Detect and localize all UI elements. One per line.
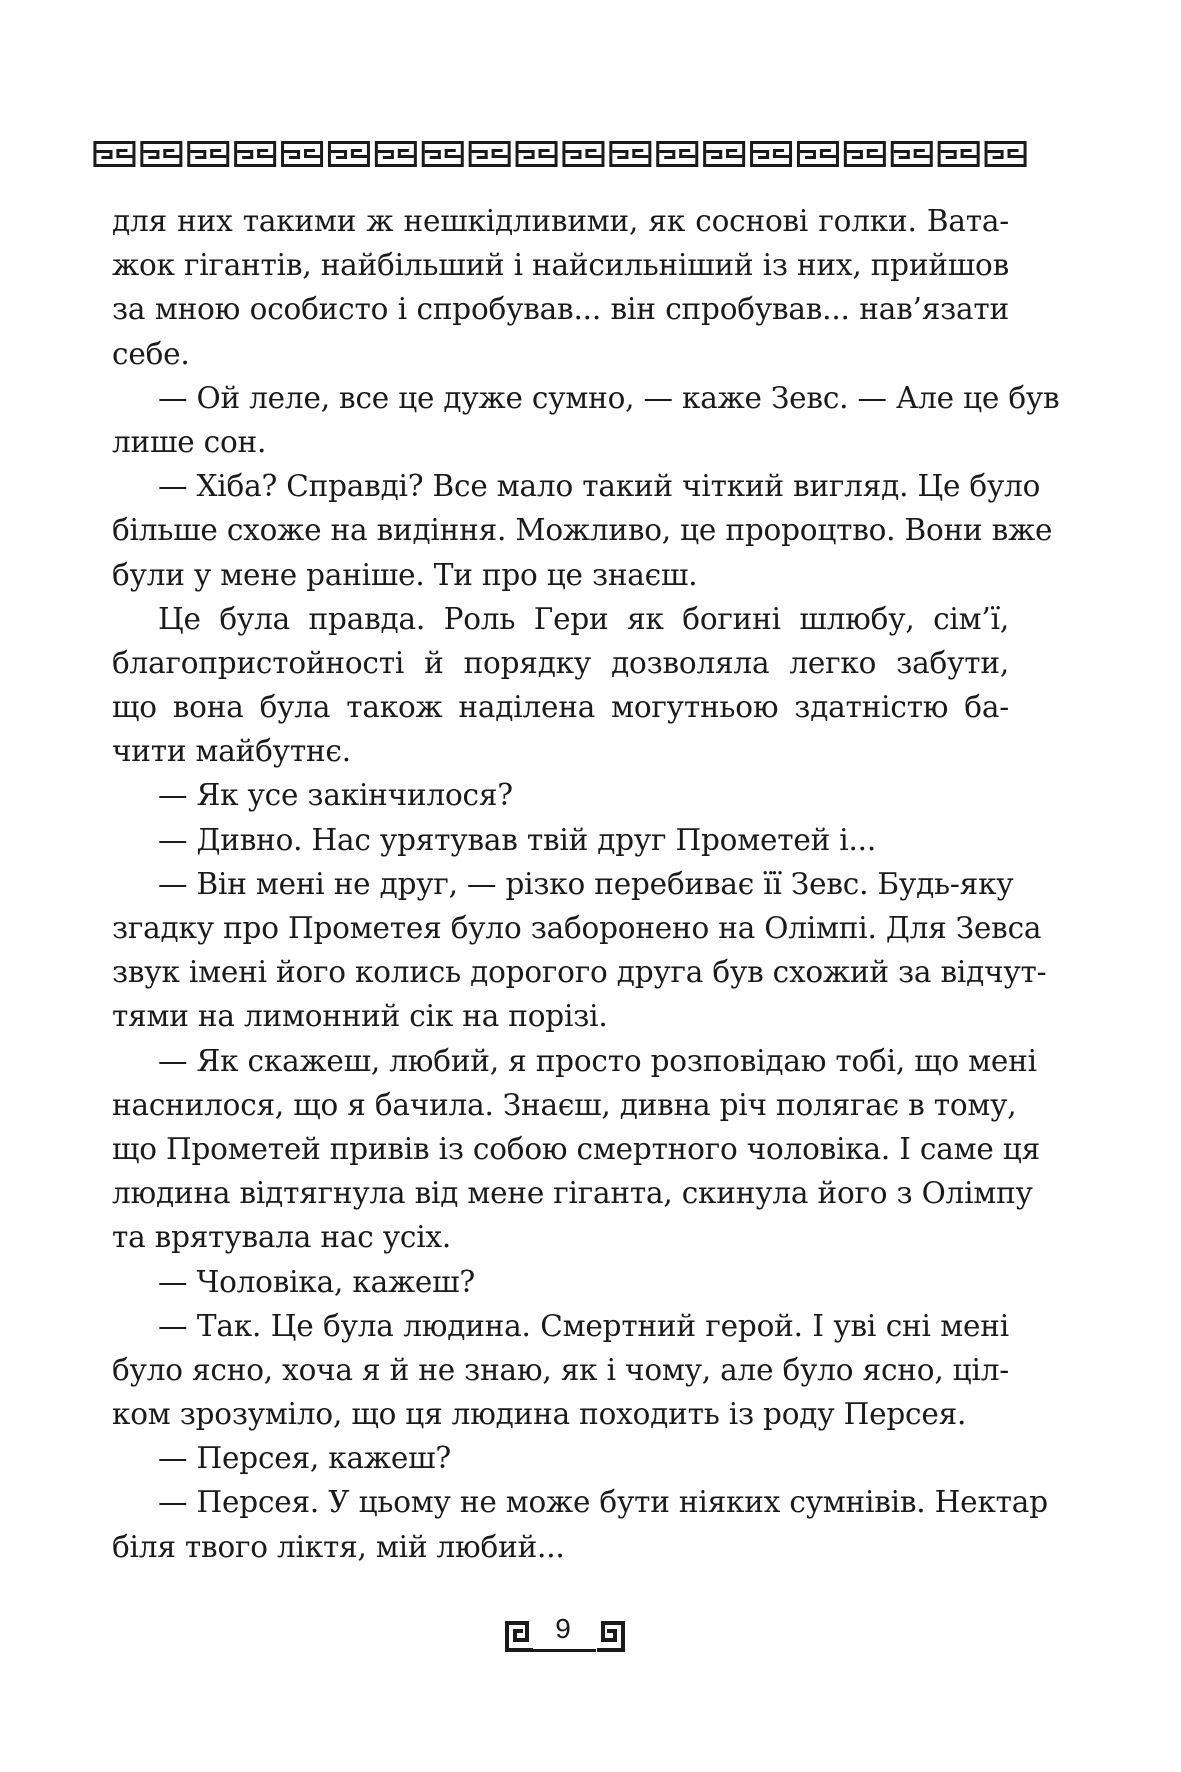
- paragraph: [112, 1260, 1009, 1304]
- greek-key-unit-icon: [516, 141, 558, 167]
- greek-key-unit-icon: [985, 141, 1027, 167]
- text-line: — Дивно. Нас урятував твій друг Прометей і...: [158, 822, 877, 857]
- greek-key-unit-icon: [375, 141, 417, 167]
- greek-key-unit-icon: [609, 141, 651, 167]
- text-line: — Персея. У цьому не може бути ніяких сумнівів. Нектар: [158, 1485, 1048, 1520]
- greek-key-unit-icon: [234, 141, 276, 167]
- page-number: 9: [555, 1613, 571, 1644]
- text-line: Це була правда. Роль Гери як богині шлюбу, сім’ї,: [158, 601, 1009, 636]
- paragraph: [112, 862, 1047, 1039]
- body-text: [112, 199, 1060, 1569]
- text-line: — Як скажеш, любий, я просто розповідаю тобі, що мені: [158, 1043, 1037, 1078]
- text-line: та врятувала нас усіх.: [112, 1220, 452, 1255]
- text-line: наснилося, що я бачила. Знаєш, дивна річ полягає в тому,: [112, 1087, 1017, 1122]
- greek-key-unit-icon: [140, 141, 182, 167]
- text-line: — Персея, кажеш?: [158, 1441, 451, 1476]
- text-line: — Чоловіка, кажеш?: [158, 1264, 476, 1299]
- text-line: — Ой леле, все це дуже сумно, — каже Зевс. — Але це був: [158, 380, 1060, 415]
- text-line: згадку про Прометея було заборонено на Олімпі. Для Зевса: [112, 911, 1042, 945]
- text-line: тями на лимонний сік на порізі.: [112, 999, 608, 1034]
- greek-key-unit-icon: [422, 141, 464, 167]
- paragraph: [112, 1480, 1048, 1568]
- text-line: біля твого ліктя, мій любий...: [112, 1529, 565, 1564]
- text-line: себе.: [112, 336, 190, 371]
- greek-key-unit-icon: [938, 141, 980, 167]
- greek-key-unit-icon: [891, 141, 933, 167]
- text-line: що вона була також наділена могутньою здатністю ба-: [112, 690, 1009, 725]
- paragraph: [112, 818, 1009, 862]
- folio-underline: [530, 1649, 596, 1652]
- greek-key-border-top: [91, 141, 1029, 167]
- greek-key-unit-icon: [469, 141, 511, 167]
- paragraph: [112, 464, 1053, 597]
- text-line: — Він мені не друг, — різко перебиває її Зевс. Будь-яку: [158, 866, 1014, 901]
- greek-key-unit-icon: [750, 141, 792, 167]
- text-line: жок гігантів, найбільший і найсильніший із них, прийшов: [112, 248, 1009, 283]
- text-line: звук імені його колись дорогого друга був схожий за відчут-: [112, 955, 1047, 990]
- text-line: людина відтягнула від мене гіганта, скинула його з Олімпу: [112, 1176, 1033, 1211]
- greek-key-unit-icon: [562, 141, 604, 167]
- paragraph: [112, 1304, 1009, 1437]
- text-line: було ясно, хоча я й не знаю, як і чому, але було ясно, ціл-: [112, 1352, 1009, 1387]
- text-line: — Як усе закінчилося?: [158, 778, 513, 813]
- greek-key-unit-icon: [328, 141, 370, 167]
- paragraph: [112, 773, 1009, 817]
- text-line: для них такими ж нешкідливими, як соснові голки. Вата-: [112, 204, 1009, 238]
- text-line: ком зрозуміло, що ця людина походить із роду Персея.: [112, 1397, 967, 1432]
- greek-key-unit-icon: [656, 141, 698, 167]
- paragraph: [112, 199, 1009, 376]
- greek-key-unit-icon: [281, 141, 323, 167]
- greek-key-unit-icon: [93, 141, 135, 167]
- page-folio: [0, 1613, 1181, 1654]
- text-line: були у мене раніше. Ти про це знаєш.: [112, 557, 698, 592]
- text-line: — Хіба? Справді? Все мало такий чіткий вигляд. Це було: [158, 469, 1041, 504]
- text-line: лише сон.: [112, 424, 267, 459]
- text-line: більше схоже на видіння. Можливо, це пророцтво. Вони вже: [112, 513, 1053, 548]
- paragraph: [112, 1039, 1040, 1260]
- greek-key-unit-icon: [187, 141, 229, 167]
- greek-key-unit-icon: [703, 141, 745, 167]
- paragraph: [112, 376, 1060, 464]
- greek-key-folio-right-icon: [595, 1620, 625, 1652]
- text-line: благопристойності й порядку дозволяла легко забути,: [112, 645, 1009, 680]
- text-line: чити майбутнє.: [112, 734, 351, 769]
- paragraph: [112, 597, 1009, 774]
- text-line: що Прометей привів із собою смертного чоловіка. І саме ця: [112, 1131, 1040, 1166]
- text-line: за мною особисто і спробував... він спробував... нав’язати: [112, 292, 1009, 327]
- text-line: — Так. Це була людина. Смертний герой. І уві сні мені: [158, 1308, 1009, 1343]
- greek-key-unit-icon: [844, 141, 886, 167]
- paragraph: [112, 1436, 1009, 1480]
- greek-key-unit-icon: [797, 141, 839, 167]
- greek-key-folio-left-icon: [505, 1620, 535, 1652]
